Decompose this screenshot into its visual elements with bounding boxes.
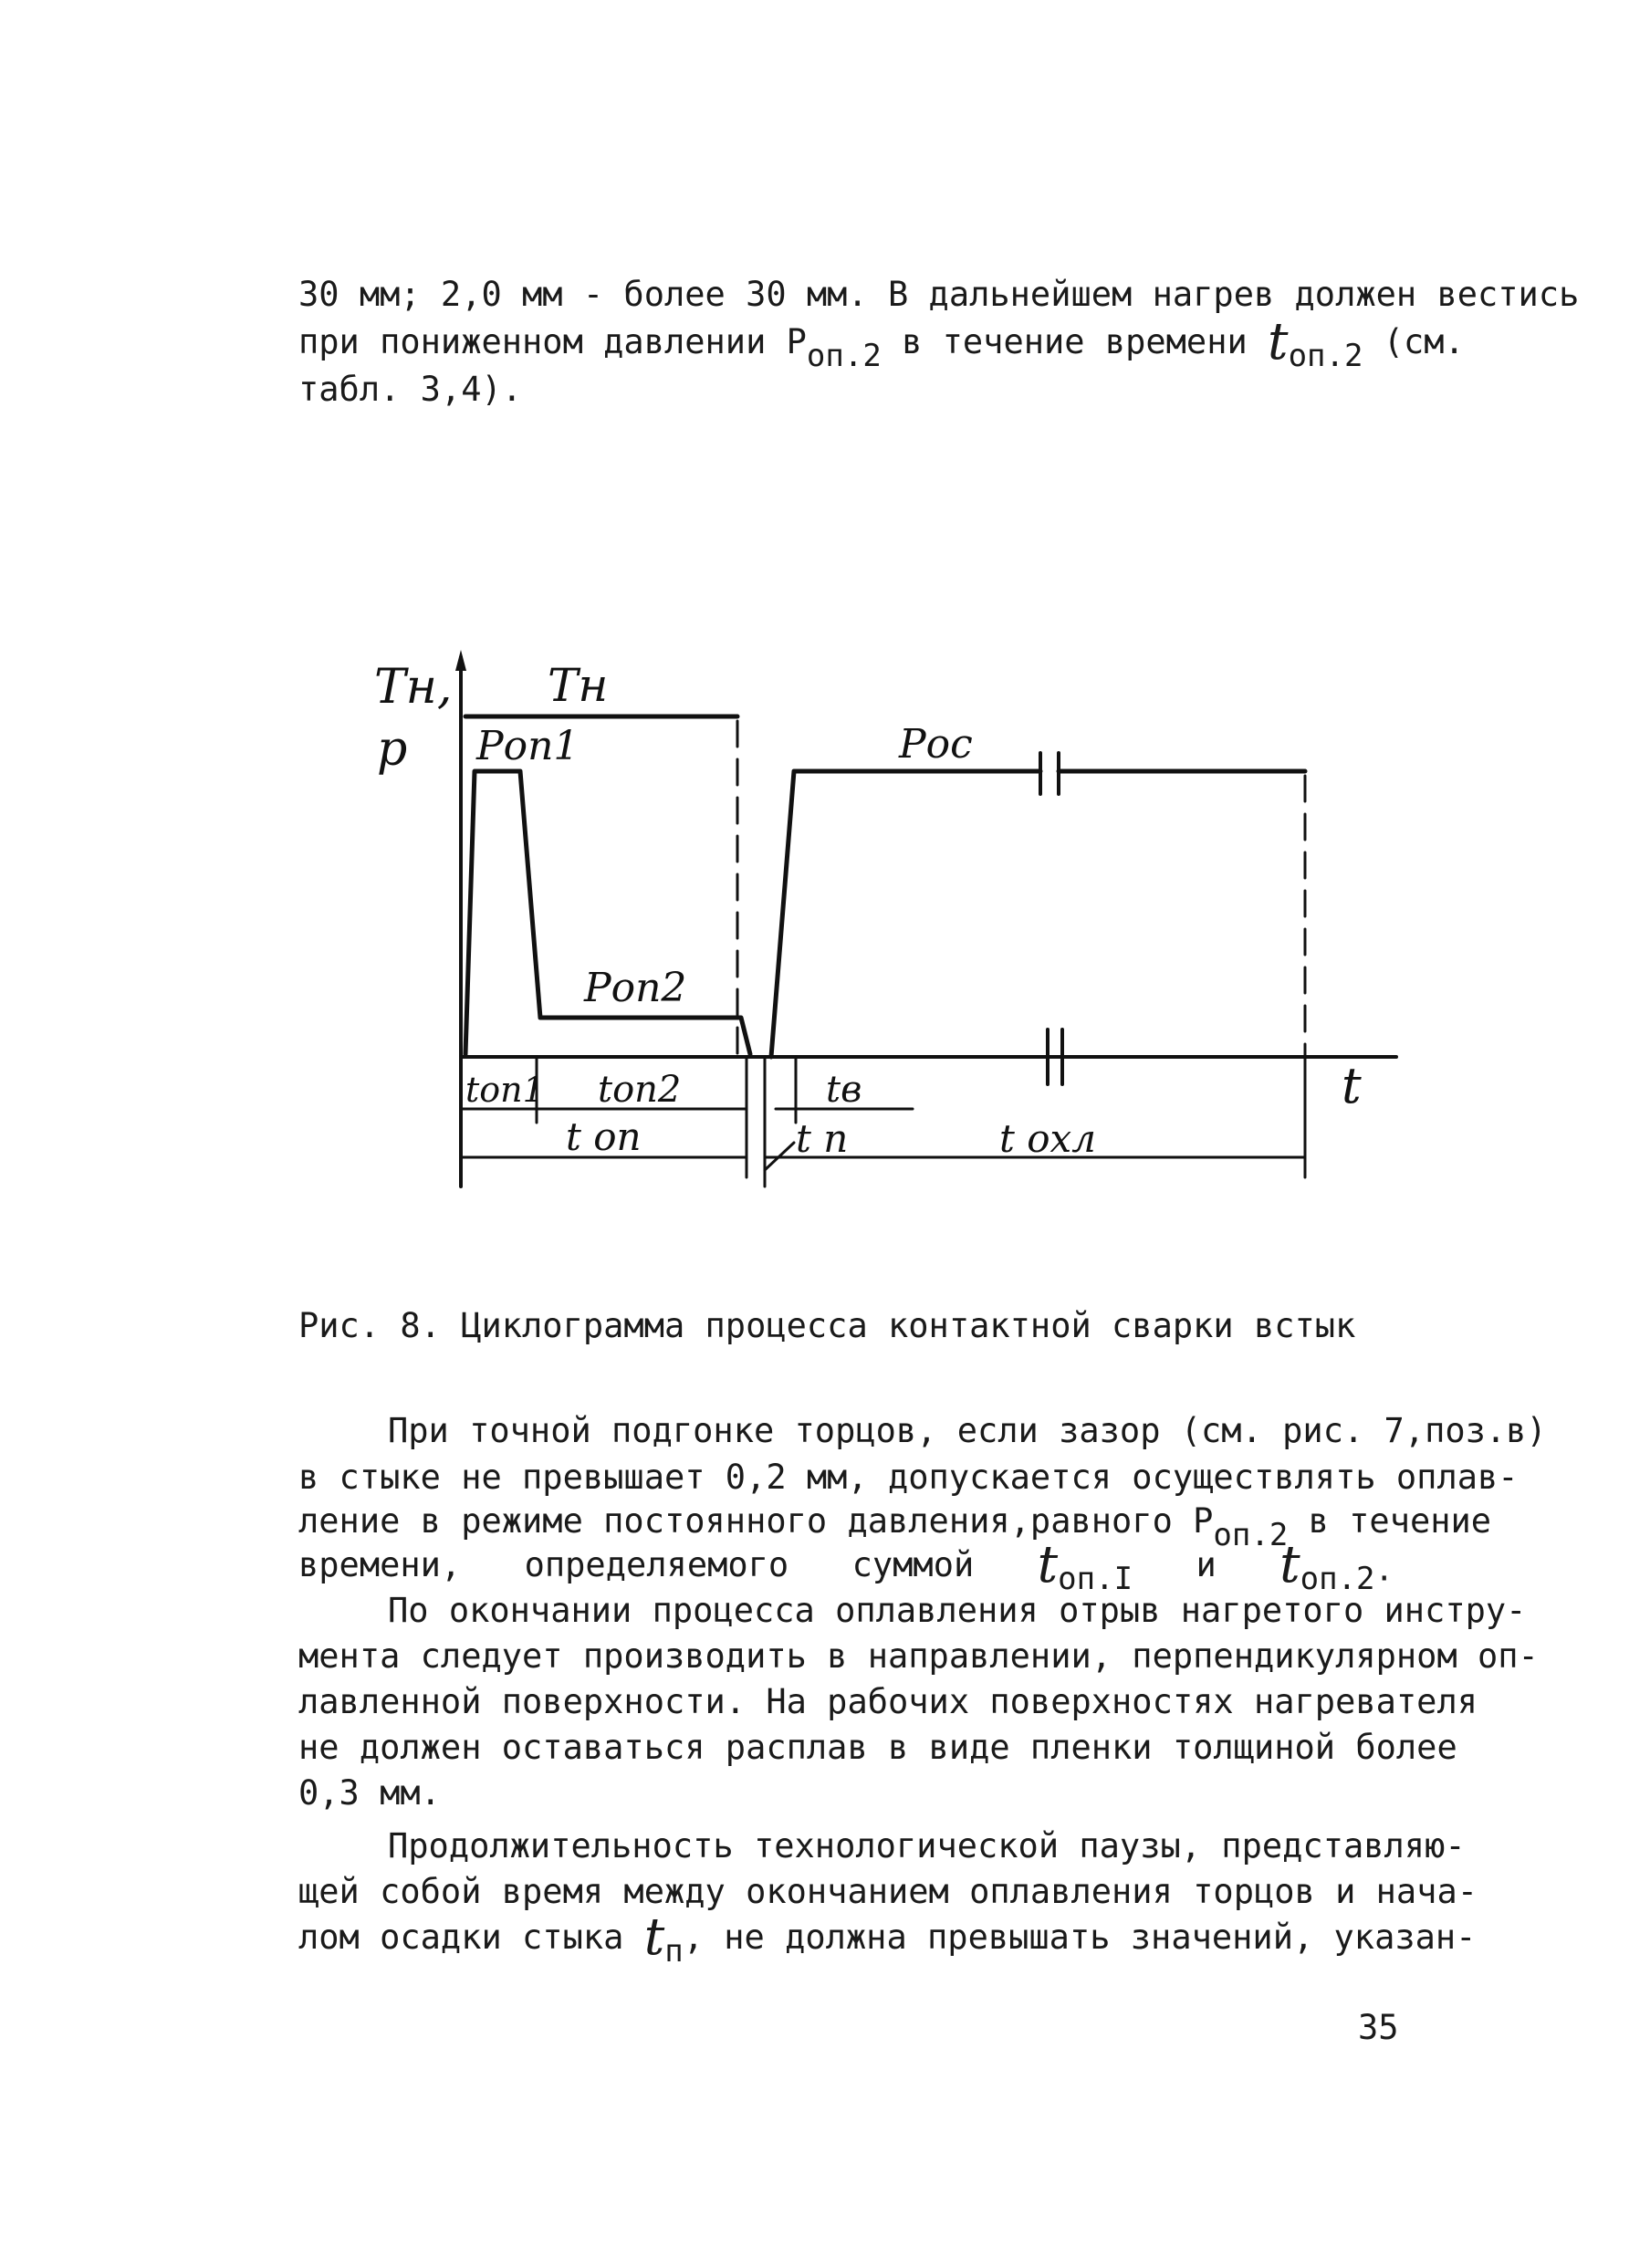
body-p2-line-5: 0,3 мм. [298,1773,441,1813]
x-axis-label-t: t [1342,1057,1362,1114]
label-top: t оп [566,1114,642,1159]
pressure-profile-fusion [465,771,750,1054]
label-tp: t п [796,1116,849,1161]
body-p3-line-3: лом осадки стыка tп, не должна превышать значений, указан- [298,1907,1477,1970]
page-number: 35 [1358,2008,1399,2047]
label-pop1: Pоп1 [476,723,580,769]
top-paragraph-line-3: табл. 3,4). [298,370,523,409]
y-axis-arrow [455,650,466,671]
label-toxl: t охл [999,1116,1096,1161]
body-p1-line-4: времени, определяемого суммой tоп.I и tоп.2· [298,1535,1394,1597]
label-tv: tв [826,1069,862,1111]
label-tn-top: Tн [548,659,609,712]
body-p1-line-3: ление в режиме постоянного давления,равного Pоп.2 в течение [298,1501,1492,1553]
top-paragraph-line-1: 30 мм; 2,0 мм - более 30 мм. В дальнейшем нагрев должен вестись [298,275,1580,314]
body-p2-line-1: По окончании процесса оплавления отрыв нагретого инстру- [388,1591,1527,1630]
label-top1: tоп1 [465,1070,545,1110]
y-axis-label-tn: Tн, [374,660,453,715]
body-p1-line-2: в стыке не превышает 0,2 мм, допускается осуществлять оплав- [298,1458,1519,1497]
y-axis-label-p: p [377,722,408,777]
body-p3-line-2: щей собой время между окончанием оплавления торцов и нача- [298,1872,1478,1911]
body-p2-line-3: лавленной поверхности. На рабочих поверхностях нагревателя [298,1682,1478,1721]
label-top2: tоп2 [598,1069,682,1111]
body-p2-line-4: не должен оставаться расплав в виде пленки толщиной более [298,1728,1457,1767]
body-p1-line-1: При точной подгонке торцов, если зазор (см. рис. 7,поз.в) [388,1411,1547,1450]
symbol-t: t [1268,312,1289,371]
body-p2-line-2: мента следует производить в направлении, перпендикулярном оп- [298,1636,1539,1676]
body-p3-line-1: Продолжительность технологической паузы, представляю- [388,1826,1466,1866]
label-pop2: Pоп2 [584,965,687,1011]
pressure-profile-upset [771,771,1040,1057]
label-poc: Pос [899,721,973,768]
figure-caption: Рис. 8. Циклограмма процесса контактной сварки встык [298,1306,1356,1345]
top-paragraph-line-2: при пониженном давлении Pоп.2 в течение времени tоп.2 (см. [298,312,1465,374]
